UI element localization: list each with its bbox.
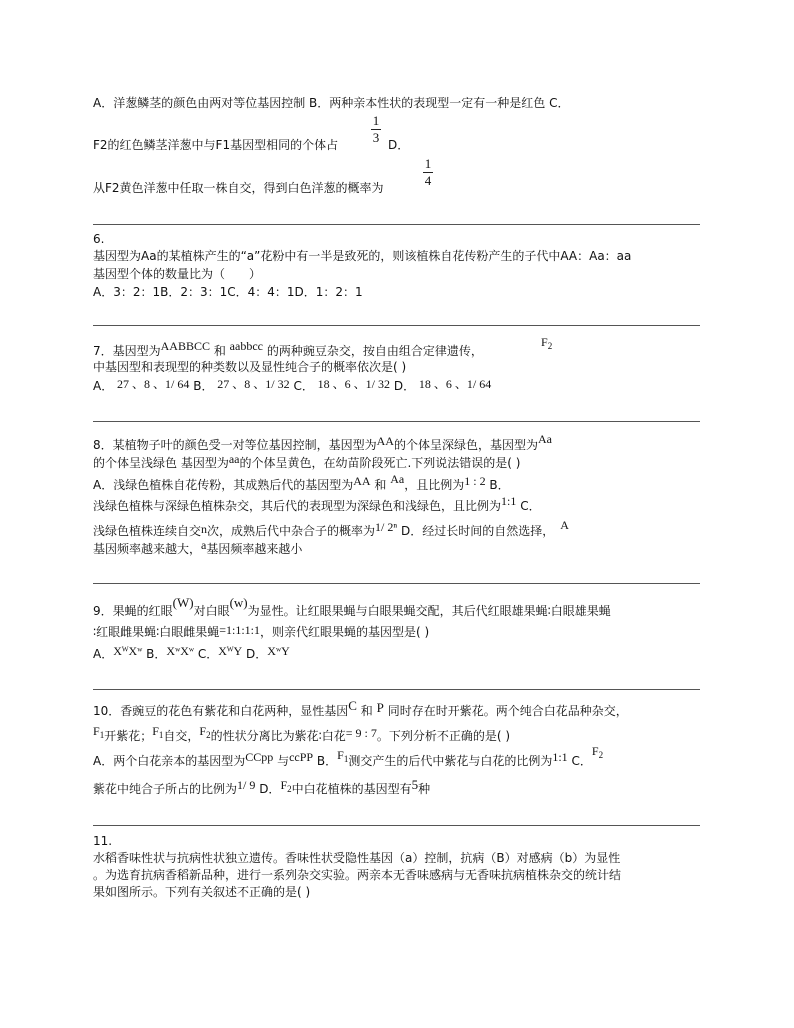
q7-option-a-label: A． (93, 379, 114, 393)
q10-ratio: = 9 : 7 (345, 726, 377, 740)
f-letter: F (337, 748, 344, 762)
q10-f1-label (152, 724, 163, 738)
fraction-denominator: 3 (372, 130, 380, 145)
q10-option-d-text: 中白花植株的基因型有 (291, 782, 412, 796)
divider (93, 583, 700, 584)
q10-text: 种 (418, 782, 431, 796)
q9-line-1 (93, 595, 611, 619)
q11-stem-line-3: 果如图所示。下列有关叙述不正确的是( ) (93, 885, 311, 899)
q8-text: 的个体呈黄色，在幼苗阶段死亡.下列说法错误的是( ) (239, 456, 521, 470)
f-letter: F (591, 744, 599, 758)
q7-option-c-label: C． (293, 379, 314, 393)
q8-option-b-label: B． (489, 478, 510, 492)
q10-line-2 (93, 724, 511, 748)
fraction-numerator: 1 (372, 113, 380, 128)
q9-ratio: =1:1:1:1 (219, 623, 261, 637)
divider (93, 825, 700, 826)
q10-f2-label (592, 744, 603, 758)
q9-text: ∶红眼雌果蝇∶白眼雌果蝇 (93, 625, 220, 639)
q5-line-2 (93, 137, 338, 153)
q9-gene-w: (w) (229, 595, 248, 610)
q7-options (93, 378, 491, 394)
q9-option-a-value: XᵂXʷ (113, 644, 143, 658)
q8-genotype-Aa: Aa (538, 432, 552, 446)
q10-gene-P: P (376, 700, 384, 715)
q8-text: 基因频率越来越小 (206, 542, 303, 556)
q9-option-c-value: XᵂY (218, 644, 243, 658)
divider (93, 689, 700, 690)
q9-options (93, 646, 290, 662)
f-subscript: 2 (287, 784, 292, 794)
q10-gene-C: C (348, 698, 357, 713)
q10-f1-label (337, 748, 348, 762)
q10-option-b-text: 测交产生的后代中紫花与白花的比例为 (348, 754, 553, 768)
q7-stem-line-2: 中基因型和表现型的种类数以及显性纯合子的概率依次是( ) (93, 360, 407, 374)
q8-line-2 (93, 452, 521, 471)
q9-option-c-label: C． (197, 647, 219, 661)
q5-line-1: A．洋葱鳞茎的颜色由两对等位基因控制 B．两种亲本性状的表现型一定有一种是红色 C． (93, 96, 570, 110)
q11-number: 11. (93, 834, 113, 848)
q6-number: 6. (93, 232, 105, 246)
q7-genotype-dominant: AABBCC (160, 339, 210, 353)
q6-stem-line-2: 基因型个体的数量比为（ ） (93, 267, 262, 281)
q11-stem-line-1: 水稻香味性状与抗病性状独立遗传。香味性状受隐性基因（a）控制，抗病（B）对感病（b）为显性 (93, 851, 621, 865)
q10-line-3 (93, 744, 604, 773)
q9-text: ，则亲代红眼果蝇的基因型是( ) (260, 625, 430, 639)
f-letter: F (280, 778, 288, 792)
q9-option-d-label: D． (246, 647, 268, 661)
q8-genotype-aa: aa (228, 452, 240, 466)
q10-text: 的性状分离比为紫花∶白花 (210, 729, 346, 743)
q7-option-c-value: 18 、6 、1/ 32 (317, 377, 391, 391)
q8-option-c-text: 浅绿色植株连续自交 (93, 524, 202, 538)
q8-line-4 (93, 494, 541, 514)
q8-text: 的个体呈深绿色，基因型为 (393, 438, 538, 452)
q10-line-1 (93, 698, 628, 719)
q10-proportion: 1/ 9 (237, 778, 256, 792)
q6-options: A．3：2：1B．2：3：1C．4：4：1D．1：2：1 (93, 285, 363, 299)
q7-stem-text: 7．基因型为 (93, 344, 161, 358)
q7-option-b-value: 27 、8 、1/ 32 (217, 377, 290, 391)
q8-ratio: 1:1 (501, 494, 517, 508)
q5-fraction-one-third (371, 114, 381, 145)
q8-allele-A: A (560, 518, 569, 532)
q8-text: 基因频率越来越大， (93, 542, 202, 556)
q7-genotype-recessive: aabbcc (229, 339, 263, 353)
q10-genotype-CCpp: CCpp (245, 750, 274, 764)
q7-stem-line-1 (93, 339, 483, 359)
q8-genotype-AA: AA (376, 434, 394, 448)
q10-text: 同时存在时开紫花。两个纯合白花品种杂交， (387, 704, 628, 718)
f-letter: F (199, 724, 207, 738)
q5-fraction-one-quarter (423, 157, 433, 188)
fraction-denominator: 4 (424, 173, 432, 188)
f-subscript: 2 (598, 750, 604, 760)
q8-line-6 (93, 538, 303, 557)
q8-option-d-text: D．经过长时间的自然选择， (400, 524, 555, 538)
f-letter: F (93, 724, 100, 738)
q8-option-b-text: 浅绿色植株与深绿色植株杂交，其后代的表现型为深绿色和浅绿色，且比例为 (93, 499, 502, 513)
q10-text: 。下列分析不正确的是( ) (376, 729, 511, 743)
divider (93, 224, 700, 225)
q8-allele-a: a (201, 538, 207, 552)
q7-option-d-value: 18 、6 、1/ 64 (418, 377, 492, 391)
q10-line-4 (93, 777, 431, 801)
q9-option-d-value: XʷY (267, 644, 290, 658)
q5-line-2-text: F2的红色鳞茎洋葱中与F1基因型相同的个体占 (93, 138, 339, 152)
f-subscript: 1 (99, 730, 105, 740)
f-letter: F (152, 724, 159, 738)
q8-option-c-label: C． (520, 499, 541, 513)
q9-line-2 (93, 624, 429, 640)
q8-n: n (201, 522, 208, 536)
q10-option-a-text: A．两个白花亲本的基因型为 (93, 754, 246, 768)
q10-option-c-label: C． (571, 754, 592, 768)
q8-text: 次，成熟后代中杂合子的概率为 (207, 524, 376, 538)
q9-option-b-value: XʷXʷ (166, 644, 195, 658)
f2-subscript: 2 (547, 341, 553, 351)
q10-text: 开紫花； (104, 729, 153, 743)
q6-stem-line-1: 基因型为Aa的某植株产生的“a”花粉中有一半是致死的，则该植株自花传粉产生的子代中AA：Aa：aa (93, 249, 632, 263)
q9-text: 为显性。让红眼果蝇与白眼果蝇交配，其后代红眼雄果蝇∶白眼雄果蝇 (247, 604, 611, 618)
q10-option-d-label: D． (259, 782, 281, 796)
q10-option-c-text: 紫花中纯合子所占的比例为 (93, 782, 238, 796)
q8-line-5 (93, 518, 569, 539)
q8-line-3 (93, 472, 510, 493)
q10-option-b-label: B． (316, 754, 338, 768)
q8-text: ，且比例为 (404, 478, 465, 492)
f2-letter: F (541, 335, 548, 349)
q7-stem-text-2: 的两种豌豆杂交，按自由组合定律遗传， (266, 344, 483, 358)
f-subscript: 1 (343, 754, 349, 764)
f-subscript: 2 (206, 730, 211, 740)
q11-stem-line-2: 。为选育抗病香稻新品种，进行一系列杂交实验。两亲本无香味感病与无香味抗病植株杂交的统计结 (93, 868, 622, 882)
q9-option-b-label: B． (146, 647, 167, 661)
q10-f2-label (199, 724, 210, 738)
q10-text: 自交， (163, 729, 200, 743)
q8-text: 8．某植物子叶的颜色受一对等位基因控制，基因型为 (93, 438, 377, 452)
q9-gene-W: (W) (172, 595, 194, 610)
q8-text: 的个体呈浅绿色 基因型为 (93, 456, 229, 470)
q10-ratio: 1:1 (552, 750, 568, 764)
f-subscript: 1 (158, 730, 164, 740)
q7-option-d-label: D． (393, 379, 416, 393)
q10-text: 10．香豌豆的花色有紫花和白花两种，显性基因 (93, 704, 349, 718)
q10-count: 5 (411, 777, 419, 792)
q8-probability: 1/ 2ⁿ (375, 520, 398, 534)
q8-genotype-AA: AA (353, 474, 371, 488)
q8-option-a-text: A．浅绿色植株自花传粉，其成熟后代的基因型为 (93, 478, 354, 492)
fraction-numerator: 1 (424, 156, 432, 171)
q10-and: 与 (277, 754, 290, 768)
q8-and: 和 (374, 478, 387, 492)
q7-and: 和 (213, 344, 226, 358)
q5-line-3: 从F2黄色洋葱中任取一株自交，得到白色洋葱的概率为 (93, 181, 384, 195)
q5-option-d-label: D． (388, 138, 410, 152)
q8-ratio: 1 : 2 (464, 474, 486, 488)
q8-genotype-Aa: Aa (390, 472, 405, 486)
q9-option-a-label: A． (93, 647, 114, 661)
q10-genotype-ccPP: ccPP (289, 750, 314, 764)
q7-option-b-label: B． (193, 379, 214, 393)
q9-text: 9．果蝇的红眼 (93, 604, 173, 618)
divider (93, 421, 700, 422)
divider (93, 325, 700, 326)
q10-f1-label (93, 724, 104, 738)
q10-f2-label (280, 778, 291, 792)
q7-f2-label (541, 335, 552, 351)
q9-text: 对白眼 (193, 604, 230, 618)
q7-option-a-value: 27 、8 、1/ 64 (117, 377, 190, 391)
q8-line-1 (93, 432, 552, 453)
q10-and: 和 (360, 704, 373, 718)
